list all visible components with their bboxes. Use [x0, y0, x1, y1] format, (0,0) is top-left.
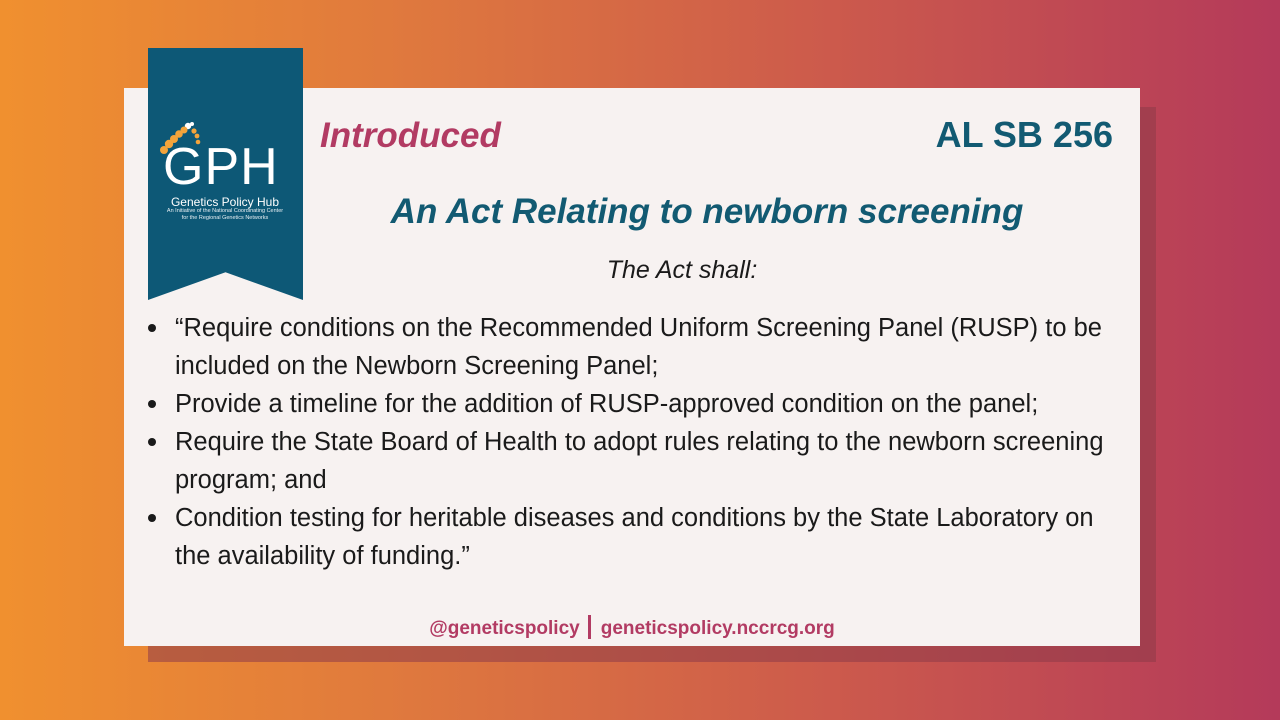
- logo-initials: GPH: [163, 138, 279, 196]
- list-item: [140, 499, 1120, 575]
- list-item: [140, 309, 1120, 385]
- bill-status: Introduced: [320, 116, 501, 155]
- list-item: [140, 385, 1120, 423]
- logo-tagline-line1: An Initiative of the National Coordinating Center: [166, 208, 284, 214]
- bullet-icon: [148, 400, 156, 408]
- act-title: An Act Relating to newborn screening: [390, 192, 1024, 231]
- provision-text: Require the State Board of Health to adopt rules relating to the newborn screening program; and: [175, 428, 1104, 494]
- logo-tagline-line2: for the Regional Genetics Networks: [181, 215, 269, 221]
- provision-list: [140, 309, 1120, 575]
- footer-divider: [588, 615, 591, 639]
- provision-text: “Require conditions on the Recommended Uniform Screening Panel (RUSP) to be included on the Newborn Screening Panel;: [175, 314, 1102, 380]
- bullet-icon: [148, 514, 156, 522]
- logo-tagline: [150, 208, 300, 222]
- bullet-icon: [148, 438, 156, 446]
- provision-text: Provide a timeline for the addition of RUSP-approved condition on the panel;: [175, 390, 1039, 418]
- bullet-icon: [148, 324, 156, 332]
- act-intro: The Act shall:: [606, 256, 758, 284]
- logo-name: Genetics Policy Hub: [170, 195, 280, 209]
- list-item: [140, 423, 1120, 499]
- provision-text: Condition testing for heritable diseases and conditions by the State Laboratory on the availability of funding.”: [175, 504, 1094, 570]
- footer: [124, 615, 1140, 640]
- website-link[interactable]: geneticspolicy.nccrcg.org: [600, 618, 835, 639]
- bill-id: AL SB 256: [935, 114, 1113, 155]
- social-handle[interactable]: @geneticspolicy: [429, 618, 580, 639]
